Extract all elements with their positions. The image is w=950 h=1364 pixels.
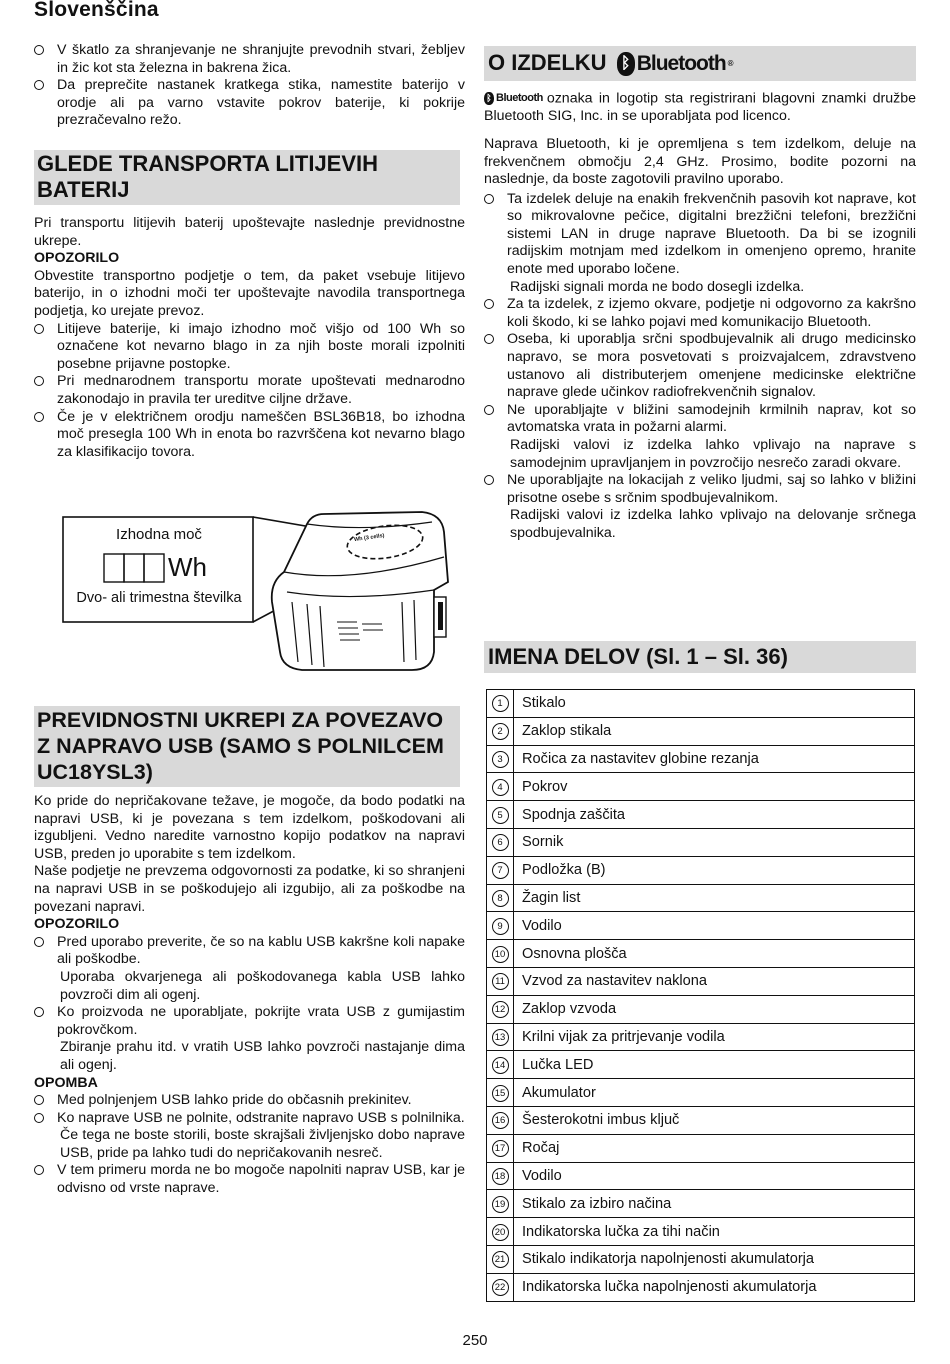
bullet-item: Če je v električnem orodju nameščen BSL36B18, bo izhodna moč presegla 100 Wh in enota bo razvrščena kot nevarno blago za klasifikacijo tovora. (34, 409, 465, 462)
bullet-subtext: Radijski valovi iz izdelka lahko vplivajo na delovanje srčnega spodbujevalnika. (510, 507, 916, 541)
table-row (487, 1023, 915, 1051)
bullet-circle-icon (34, 412, 44, 422)
part-number-cell (487, 745, 514, 773)
table-row (487, 1134, 915, 1162)
section-heading: PREVIDNOSTNI UKREPI ZA POVEZAVO Z NAPRAVO USB (SAMO S POLNILCEM UC18YSL3) (34, 706, 460, 787)
transport-intro: Pri transportu litijevih baterij upoštevajte naslednje previdnostne ukrepe. (34, 215, 465, 249)
bluetooth-logo-icon: ᛒ Bluetooth ® (617, 49, 734, 79)
part-number-cell (487, 1162, 514, 1190)
part-number: 3 (492, 751, 509, 768)
parts-table (486, 689, 915, 1302)
table-row (487, 1190, 915, 1218)
part-number-cell (487, 1273, 514, 1301)
part-name: Ročaj (514, 1134, 915, 1162)
figure-unit: Wh (168, 552, 207, 582)
table-row (487, 1079, 915, 1107)
figure-label-top: Izhodna moč (116, 526, 202, 543)
usb-section (34, 706, 465, 1198)
part-name: Lučka LED (514, 1051, 915, 1079)
part-name: Ročica za nastavitev globine rezanja (514, 745, 915, 773)
part-name: Zaklop stikala (514, 717, 915, 745)
table-row (487, 912, 915, 940)
table-row (487, 1245, 915, 1273)
part-number: 11 (492, 973, 509, 990)
part-name: Vzvod za nastavitev naklona (514, 967, 915, 995)
bullet-item: Da preprečite nastanek kratkega stika, namestite baterijo v orodje ali pa varno vstavite pokrov baterije, ki pokrije prezračevalno režo. (34, 77, 465, 130)
warning-label: OPOZORILO (34, 250, 120, 267)
table-row (487, 995, 915, 1023)
part-name: Žagin list (514, 884, 915, 912)
part-number: 1 (492, 695, 509, 712)
figure-label-bottom: Dvo- ali trimestna številka (76, 590, 242, 606)
part-number-cell (487, 995, 514, 1023)
bullet-item: Ko proizvoda ne uporabljate, pokrijte vrata USB z gumijastim pokrovčkom. (34, 1004, 465, 1039)
bullet-item: Ko naprave USB ne polnite, odstranite napravo USB s polnilnika. (34, 1110, 465, 1128)
bullet-item: Za ta izdelek, z izjemo okvare, podjetje ni odgovorno za kakršno koli škodo, ki se lahko pojavi med komunikacijo Bluetooth. (484, 296, 916, 331)
language-title: Slovenščina (34, 0, 159, 21)
table-row (487, 967, 915, 995)
bullet-item: Ne uporabljajte v bližini samodejnih krmilnih naprav, kot so avtomatska vrata in požarni alarmi. (484, 402, 916, 437)
usb-paragraph-2: Naše podjetje ne prevzema odgovornosti za podatke, ki so shranjeni na napravi USB in se poškodujejo ali izgubijo, ali za poškodbe na povezani napravi. (34, 863, 465, 915)
bullet-subtext: Uporaba okvarjenega ali poškodovanega kabla USB lahko povzroči dim ali ogenj. (60, 968, 465, 1003)
part-number: 2 (492, 723, 509, 740)
table-row (487, 940, 915, 968)
bullet-item: Ta izdelek deluje na enakih frekvenčnih pasovih kot naprave, kot so mikrovalovne pečice, digitalni brezžični telefoni, brezžični sistemi LAN in druge naprave Bluetooth. Da bi se izognili radijskim motnjam med izdelkom in omenjeno opremo, hranite enote med uporabo ločene. (484, 191, 916, 279)
bullet-circle-icon (34, 376, 44, 386)
bullet-circle-icon (34, 1095, 44, 1105)
parts-table-wrap (486, 689, 915, 1302)
page-number: 250 (462, 1332, 488, 1349)
part-number-cell (487, 690, 514, 718)
bluetooth-heading-text: O IZDELKU (488, 50, 607, 75)
part-number-cell (487, 1218, 514, 1246)
part-number-cell (487, 828, 514, 856)
part-number: 9 (492, 918, 509, 935)
table-row (487, 1051, 915, 1079)
part-name: Spodnja zaščita (514, 801, 915, 829)
part-number-cell (487, 912, 514, 940)
usb-paragraph-1: Ko pride do nepričakovane težave, je mogoče, da bodo podatki na napravi USB, ki je povezana s tem izdelkom, poškodovani ali izgubljeni. Vedno naredite varnostno kopijo podatkov na napravi USB, preden jo uporabite s tem izdelkom. (34, 793, 465, 862)
part-number: 8 (492, 890, 509, 907)
bullet-circle-icon (34, 80, 44, 90)
bullet-circle-icon (34, 937, 44, 947)
section-heading (484, 46, 916, 81)
bullet-circle-icon (484, 194, 494, 204)
part-number-cell (487, 1051, 514, 1079)
part-number-cell (487, 856, 514, 884)
part-name: Stikalo indikatorja napolnjenosti akumulatorja (514, 1245, 915, 1273)
battery-marking-label: Wh (3 cells) (353, 532, 385, 544)
part-number-cell (487, 967, 514, 995)
bullet-circle-icon (34, 1165, 44, 1175)
part-number: 5 (492, 807, 509, 824)
part-name: Šesterokotni imbus ključ (514, 1106, 915, 1134)
part-name: Pokrov (514, 773, 915, 801)
part-number: 19 (492, 1196, 509, 1213)
bullet-circle-icon (484, 334, 494, 344)
part-number: 18 (492, 1168, 509, 1185)
bullet-subtext: Radijski signali morda ne bodo dosegli izdelka. (510, 278, 805, 295)
bullet-subtext: Če tega ne boste storili, boste skrajšali življenjsko dobo naprave USB, pride pa lahko tudi do nepričakovanih nesreč. (60, 1127, 465, 1161)
table-row (487, 745, 915, 773)
part-name: Krilni vijak za pritrjevanje vodila (514, 1023, 915, 1051)
part-number: 6 (492, 834, 509, 851)
note-label: OPOMBA (34, 1074, 98, 1091)
bullet-circle-icon (34, 45, 44, 55)
bullet-item: Litijeve baterije, ki imajo izhodno moč višjo od 100 Wh so označene kot nevarno blago in za njih boste morali izpolniti posebne prijavne postopke. (34, 321, 465, 374)
part-number-cell (487, 717, 514, 745)
part-name: Akumulator (514, 1079, 915, 1107)
battery-figure (62, 502, 462, 682)
bluetooth-logo-small-icon: ᛒ Bluetooth (484, 90, 543, 108)
part-name: Vodilo (514, 912, 915, 940)
part-number-cell (487, 1134, 514, 1162)
part-number-cell (487, 1106, 514, 1134)
part-number-cell (487, 1245, 514, 1273)
part-number-cell (487, 884, 514, 912)
warning-label: OPOZORILO (34, 916, 120, 933)
part-number-cell (487, 940, 514, 968)
bullet-subtext: Zbiranje prahu itd. v vratih USB lahko povzroči nastajanje dima ali ogenj. (60, 1039, 465, 1073)
part-number: 7 (492, 862, 509, 879)
table-row (487, 1273, 915, 1301)
table-row (487, 1106, 915, 1134)
part-number: 20 (492, 1224, 509, 1241)
bullet-circle-icon (34, 1007, 44, 1017)
part-name: Zaklop vzvoda (514, 995, 915, 1023)
bluetooth-paragraph: Naprava Bluetooth, ki je opremljena s tem izdelkom, deluje na frekvenčnem območju 2,4 GHz. Prosimo, bodite pozorni na naslednje, da boste zagotovili pravilno uporabo. (484, 135, 916, 188)
part-number: 15 (492, 1085, 509, 1102)
part-name: Sornik (514, 828, 915, 856)
part-number-cell (487, 1023, 514, 1051)
bullet-item: Med polnjenjem USB lahko pride do občasnih prekinitev. (34, 1092, 465, 1110)
part-name: Indikatorska lučka napolnjenosti akumulatorja (514, 1273, 915, 1301)
table-row (487, 828, 915, 856)
table-row (487, 801, 915, 829)
bullet-item: Oseba, ki uporablja srčni spodbujevalnik ali drugo medicinsko napravo, se mora posvetovati s proizvajalcem, zdravstveno ustanovo ali distributerjem omenjene medicinske električne naprave glede učinkov radiofrekvenčnih signalov. (484, 331, 916, 401)
part-number: 10 (492, 946, 509, 963)
table-row (487, 773, 915, 801)
table-row (487, 717, 915, 745)
bullet-item: Pred uporabo preverite, če so na kablu USB kakršne koli napake ali poškodbe. (34, 934, 465, 969)
part-number: 22 (492, 1279, 509, 1296)
table-row (487, 1218, 915, 1246)
part-number: 4 (492, 779, 509, 796)
bullet-subtext: Radijski valovi iz izdelka lahko vplivajo na naprave s samodejnim upravljanjem in povzročijo nesrečo zaradi okvare. (510, 437, 916, 471)
bullet-circle-icon (484, 299, 494, 309)
parts-heading: IMENA DELOV (Sl. 1 – Sl. 36) (484, 641, 916, 673)
bullet-item: Pri mednarodnem transportu morate upoštevati mednarodno zakonodajo in pravila ter ureditve ciljne države. (34, 373, 465, 408)
bullet-item: V tem primeru morda ne bo mogoče napolniti naprav USB, kar je odvisno od vrste naprave. (34, 1162, 465, 1197)
left-top-section (34, 42, 465, 130)
part-number: 17 (492, 1140, 509, 1157)
part-number-cell (487, 801, 514, 829)
part-number: 12 (492, 1001, 509, 1018)
bluetooth-trademark: ᛒ Bluetooth oznaka in logotip sta registrirani blagovni znamki družbe Bluetooth SIG, Inc. in se uporabljata pod licenco. (484, 90, 916, 125)
bullet-item: Ne uporabljajte na lokacijah z veliko ljudmi, saj so lahko v bližini prisotne osebe s srčnim spodbujevalnikom. (484, 472, 916, 507)
part-number: 16 (492, 1112, 509, 1129)
section-heading: GLEDE TRANSPORTA LITIJEVIH BATERIJ (34, 150, 460, 205)
bullet-circle-icon (34, 324, 44, 334)
part-name: Vodilo (514, 1162, 915, 1190)
part-name: Podložka (B) (514, 856, 915, 884)
part-number: 14 (492, 1057, 509, 1074)
table-row (487, 690, 915, 718)
table-row (487, 884, 915, 912)
bluetooth-section (484, 46, 916, 543)
part-name: Osnovna plošča (514, 940, 915, 968)
part-number-cell (487, 773, 514, 801)
part-number: 21 (492, 1251, 509, 1268)
part-number-cell (487, 1079, 514, 1107)
bullet-circle-icon (484, 405, 494, 415)
bullet-circle-icon (34, 1113, 44, 1123)
part-name: Indikatorska lučka za tihi način (514, 1218, 915, 1246)
bullet-circle-icon (484, 475, 494, 485)
warning-text: Obvestite transportno podjetje o tem, da paket vsebuje litijevo baterijo, in o izhodni moči ter upoštevajte navodila transportnega podjetja, ko urejate prevoz. (34, 267, 465, 319)
table-row (487, 856, 915, 884)
table-row (487, 1162, 915, 1190)
part-name: Stikalo za izbiro načina (514, 1190, 915, 1218)
transport-section (34, 150, 465, 461)
part-number: 13 (492, 1029, 509, 1046)
part-number-cell (487, 1190, 514, 1218)
bullet-item: V škatlo za shranjevanje ne shranjujte prevodnih stvari, žebljev in žic kot sta železna in bakrena žica. (34, 42, 465, 77)
part-name: Stikalo (514, 690, 915, 718)
